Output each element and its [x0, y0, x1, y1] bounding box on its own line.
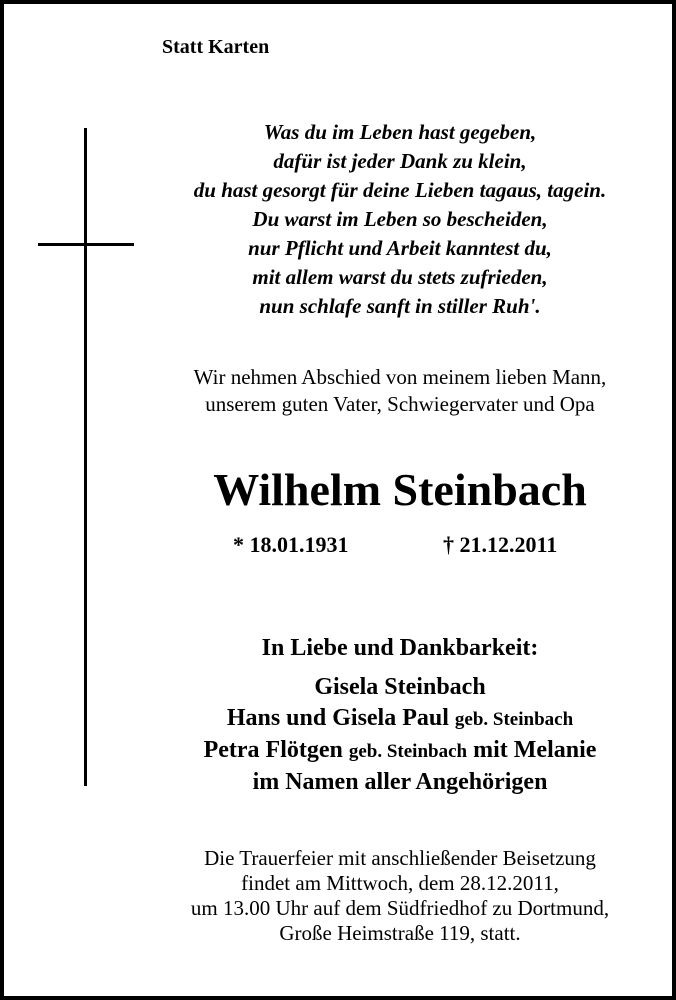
poem-line: dafür ist jeder Dank zu klein, — [273, 149, 527, 173]
family-member: Hans und Gisela Paul — [226, 705, 449, 731]
cross-icon — [84, 128, 87, 786]
family-line — [120, 672, 676, 703]
service-line: Große Heimstraße 119, statt. — [279, 921, 521, 945]
service-line: findet am Mittwoch, dem 28.12.2011, — [241, 871, 559, 895]
notice-header: Statt Karten — [162, 36, 270, 58]
intro-line: unserem guten Vater, Schwiegervater und Opa — [205, 392, 595, 416]
poem-line: nun schlafe sanft in stiller Ruh'. — [259, 294, 541, 318]
death-date: † 21.12.2011 — [443, 532, 558, 557]
family-member: Petra Flötgen — [203, 737, 343, 763]
family-member-with: mit Melanie — [473, 737, 597, 763]
poem-line: nur Pflicht und Arbeit kanntest du, — [248, 236, 552, 260]
family-member: Gisela Steinbach — [314, 674, 486, 700]
family-line — [120, 767, 676, 798]
intro-line: Wir nehmen Abschied von meinem lieben Mann, — [193, 365, 607, 389]
family-closing: im Namen aller Angehörigen — [252, 769, 548, 795]
thanks-heading: In Liebe und Dankbarkeit: — [261, 635, 539, 661]
family-line — [120, 703, 676, 735]
birth-date: * 18.01.1931 — [233, 532, 349, 557]
intro-text — [120, 364, 676, 418]
poem — [120, 118, 676, 321]
family-line — [120, 735, 676, 767]
service-line: Die Trauerfeier mit anschließender Beisetzung — [204, 846, 596, 870]
poem-line: Du warst im Leben so bescheiden, — [252, 207, 548, 231]
poem-line: Was du im Leben hast gegeben, — [263, 120, 537, 144]
service-info — [120, 846, 676, 946]
poem-line: du hast gesorgt für deine Lieben tagaus, tagein. — [193, 178, 607, 202]
service-line: um 13.00 Uhr auf dem Südfriedhof zu Dortmund, — [190, 896, 610, 920]
maiden-name: geb. Steinbach — [454, 709, 574, 730]
maiden-name: geb. Steinbach — [348, 741, 468, 762]
family-list — [120, 672, 676, 798]
poem-line: mit allem warst du stets zufrieden, — [252, 265, 548, 289]
deceased-name: Wilhelm Steinbach — [213, 464, 587, 515]
